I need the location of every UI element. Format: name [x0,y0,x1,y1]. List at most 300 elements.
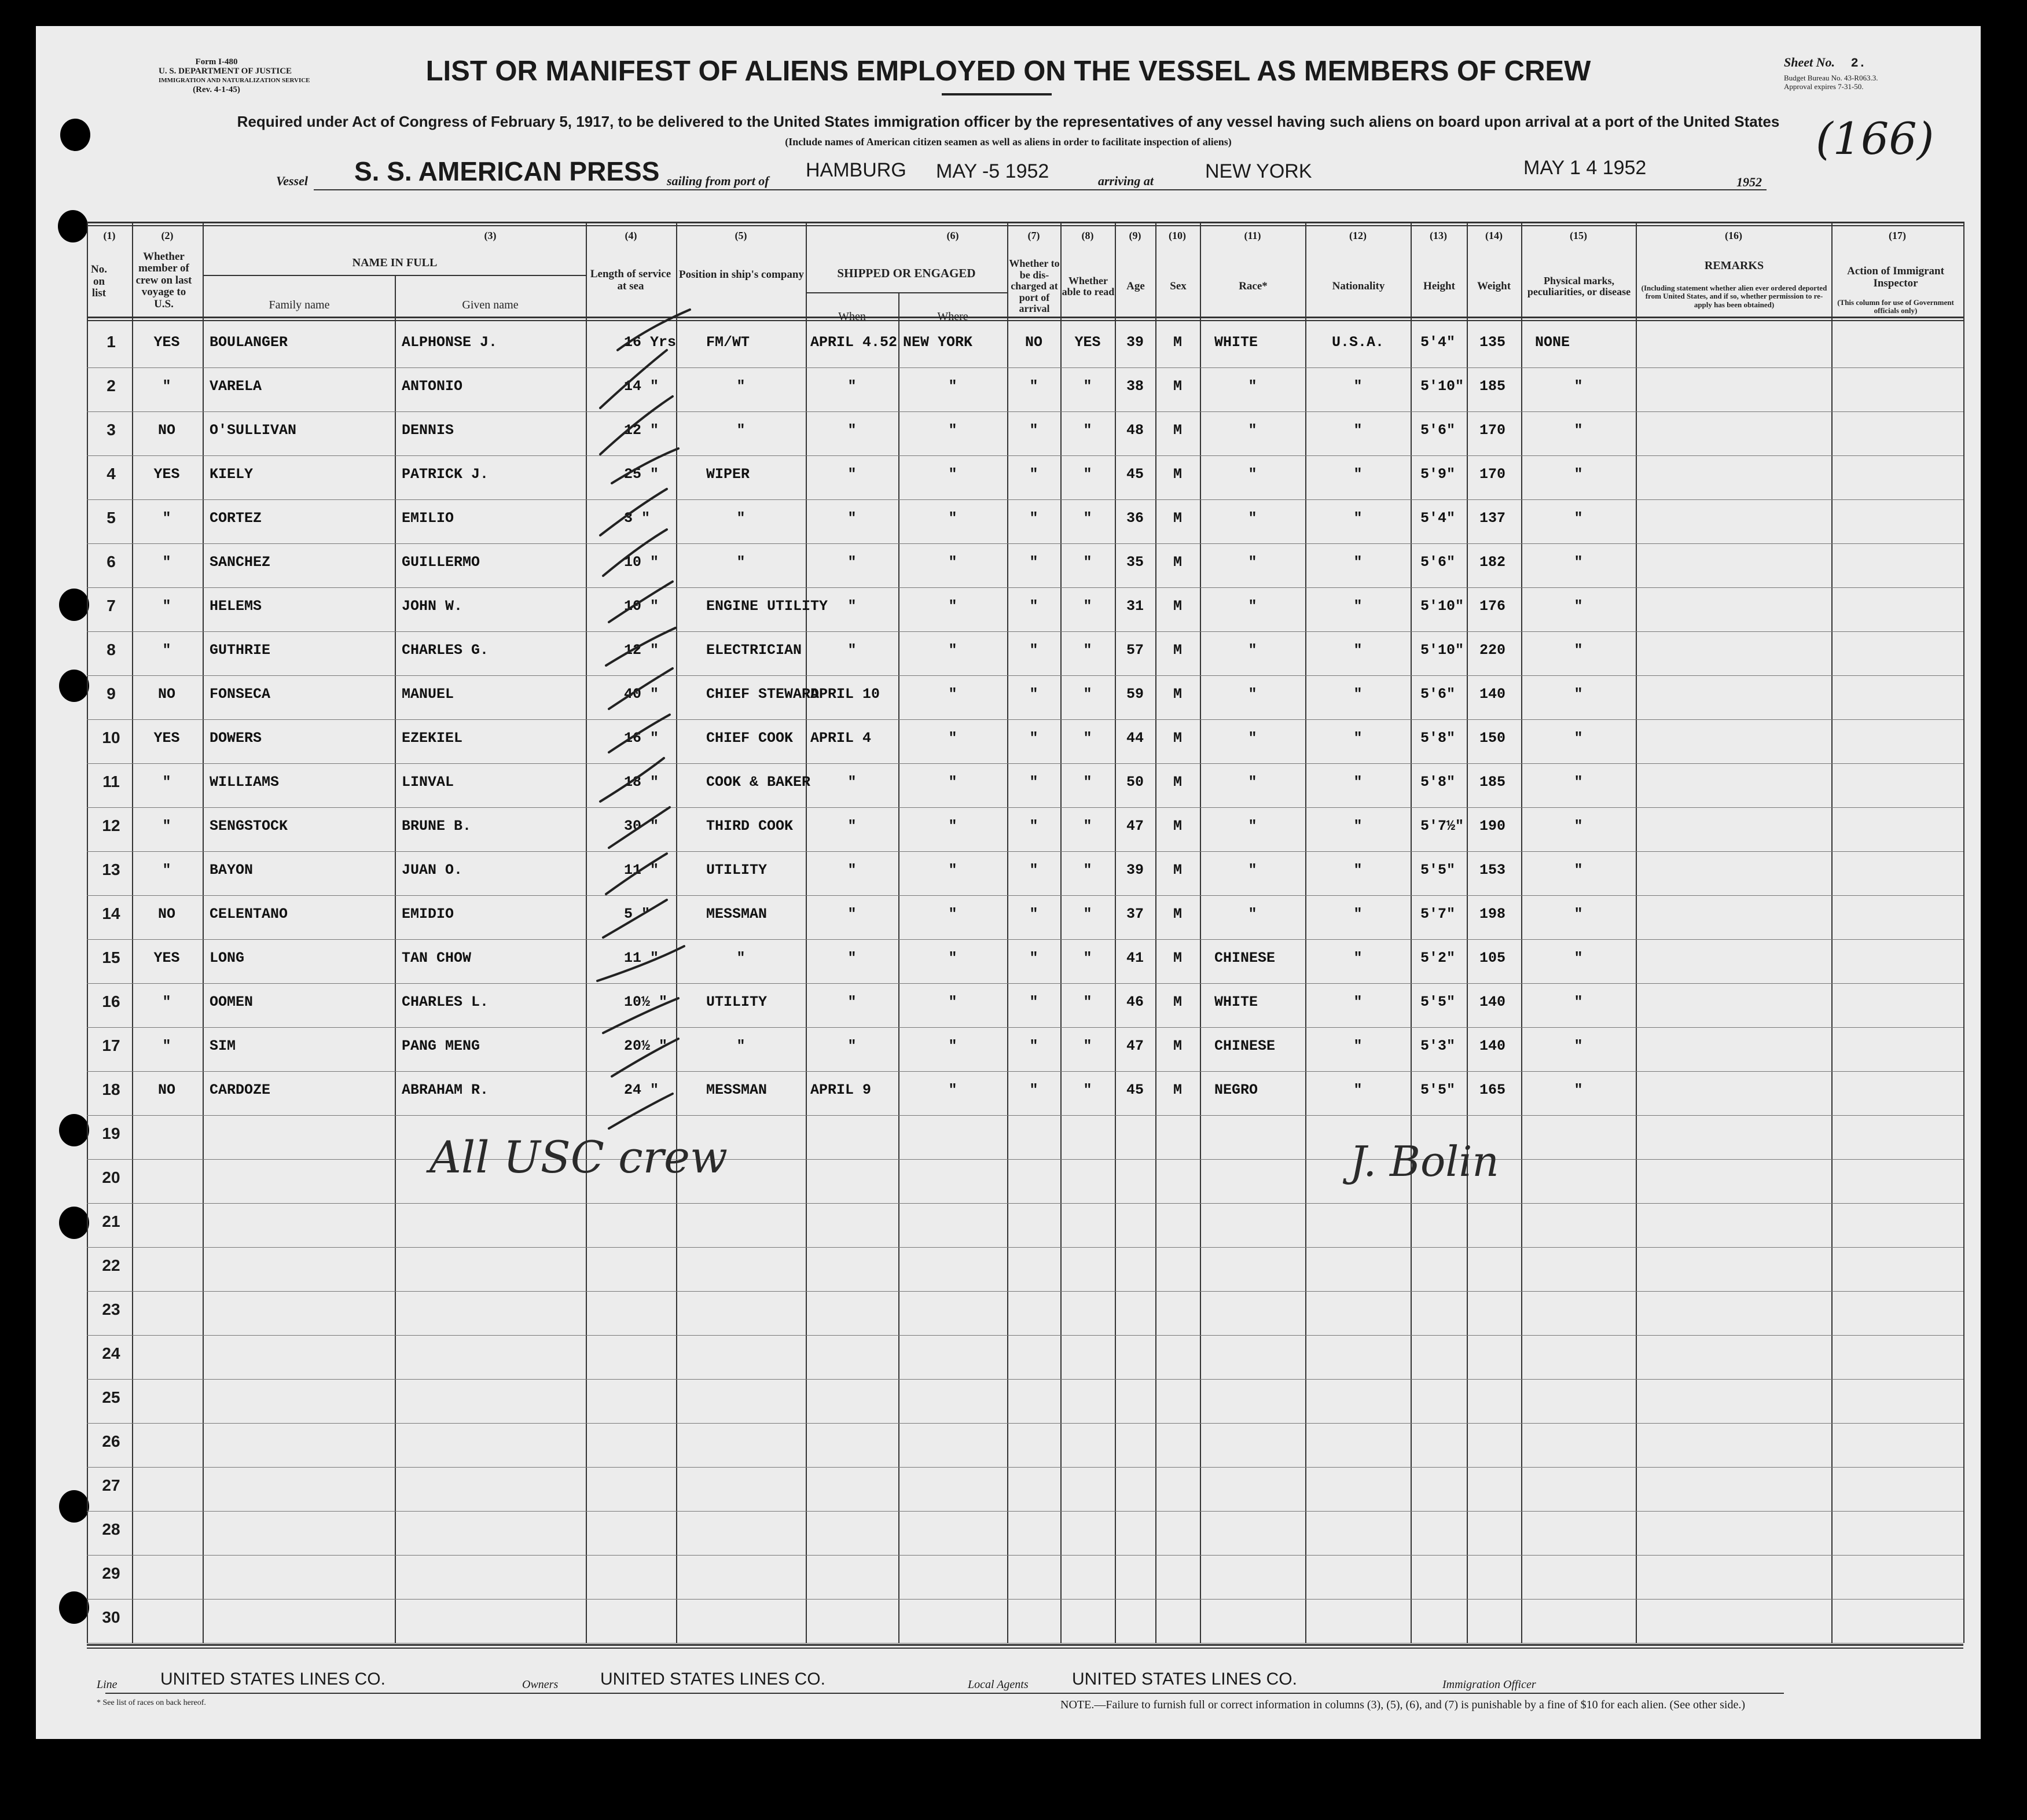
cell-sex: M [1173,862,1182,878]
cell-sex: M [1173,818,1182,834]
cell-disch: " [1029,906,1038,922]
footer-agents-value: UNITED STATES LINES CO. [1072,1670,1297,1689]
cell-family: O'SULLIVAN [210,422,297,439]
cell-weight: 165 [1479,1082,1506,1098]
column-number: (3) [484,230,497,241]
cell-length: 5 " [624,906,651,922]
cell-sex: M [1173,906,1182,922]
cell-weight: 135 [1479,334,1506,351]
cell-marks: " [1574,818,1583,834]
cell-member: " [162,774,171,790]
cell-weight: 140 [1479,1038,1506,1054]
cell-given: CHARLES L. [402,994,489,1010]
cell-read: " [1083,906,1092,922]
cell-height: 5'5" [1420,862,1456,878]
cell-where: " [948,686,957,703]
cell-when: APRIL 4.52 [810,334,898,351]
row-number: 10 [102,729,120,747]
cell-age: 59 [1126,686,1144,703]
cell-family: BAYON [210,862,254,878]
cell-family: SIM [210,1038,236,1054]
cell-disch: " [1029,862,1038,878]
cell-family: BOULANGER [210,334,288,351]
cell-marks: " [1574,686,1583,703]
row-number: 5 [107,509,116,527]
footer-owners-value: UNITED STATES LINES CO. [600,1670,825,1689]
cell-race: " [1248,818,1257,834]
cell-marks: " [1574,1038,1583,1054]
cell-age: 37 [1126,906,1144,922]
cell-weight: 190 [1479,818,1506,834]
cell-read: " [1083,598,1092,615]
cell-given: DENNIS [402,422,454,439]
cell-family: SENGSTOCK [210,818,288,834]
cell-where: " [948,774,957,790]
cell-where: NEW YORK [903,334,973,351]
row-number: 29 [102,1564,120,1582]
header-race: Race* [1239,280,1268,292]
cell-height: 5'6" [1420,554,1456,571]
column-number: (1) [103,230,116,241]
cell-race: " [1248,642,1257,659]
cell-member: YES [153,950,180,966]
cell-when: " [847,510,857,527]
cell-marks: " [1574,1082,1583,1098]
cell-sex: M [1173,1038,1182,1054]
cell-where: " [948,510,957,527]
cell-member: " [162,598,171,615]
cell-given: ABRAHAM R. [402,1082,489,1098]
cell-read: " [1083,378,1092,395]
cell-weight: 182 [1479,554,1506,571]
cell-read: " [1083,818,1092,834]
cell-disch: " [1029,994,1038,1010]
cell-nat: " [1353,686,1363,703]
cell-length: 11 " [624,862,659,878]
cell-when: " [847,422,857,439]
column-number: (8) [1081,230,1094,241]
cell-nat: " [1353,950,1363,966]
cell-position: THIRD COOK [706,818,794,834]
cell-race: " [1248,906,1257,922]
cell-where: " [948,1038,957,1054]
row-number: 22 [102,1256,120,1274]
cell-age: 39 [1126,334,1144,351]
cell-member: NO [157,1082,175,1098]
cell-sex: M [1173,642,1182,659]
stamp-number: (166) [1816,113,1934,164]
column-number: (13) [1430,230,1447,241]
cell-given: ALPHONSE J. [402,334,498,351]
cell-member: YES [153,730,180,747]
row-number: 1 [107,333,116,351]
footer-officer-label: Immigration Officer [1442,1678,1536,1691]
cell-length: 10 " [624,554,659,571]
cell-position: ENGINE UTILITY [706,598,828,615]
row-number: 3 [107,421,116,439]
cell-read: " [1083,554,1092,571]
cell-race: " [1248,730,1257,747]
cell-length: 12 " [624,422,659,439]
cell-length: 30 " [624,818,659,834]
cell-length: 16 Yrs [624,334,677,351]
cell-sex: M [1173,730,1182,747]
cell-age: 48 [1126,422,1144,439]
cell-nat: " [1353,466,1363,483]
header-action: Action of Immigrant Inspector [1847,265,1944,289]
cell-weight: 170 [1479,422,1506,439]
cell-nat: " [1353,422,1363,439]
header-discharged: Whether to be dis-charged at port of arrival [1009,258,1060,315]
cell-disch: " [1029,686,1038,703]
cell-given: BRUNE B. [402,818,472,834]
cell-race: WHITE [1214,994,1258,1010]
cell-disch: " [1029,950,1038,966]
cell-nat: " [1353,1082,1363,1098]
departure-port: HAMBURG [806,159,906,181]
vessel-label: Vessel [276,174,308,188]
revision: (Rev. 4-1-45) [193,85,240,94]
cell-family: WILLIAMS [210,774,280,790]
cell-given: CHARLES G. [402,642,489,659]
cell-disch: " [1029,378,1038,395]
cell-nat: U.S.A. [1331,334,1384,351]
header-physical-marks: Physical marks, peculiarities, or disease [1527,274,1631,297]
cell-when: " [847,994,857,1010]
cell-age: 41 [1126,950,1144,966]
penalty-note: NOTE.—Failure to furnish full or correct information in columns (3), (5), (6), and (7) is punishable by a fine of $10 for each alien. (See other side.) [1060,1698,1745,1711]
arriving-label: arriving at [1098,174,1154,188]
cell-nat: " [1353,510,1363,527]
cell-read: " [1083,510,1092,527]
page-title: LIST OR MANIFEST OF ALIENS EMPLOYED ON THE VESSEL AS MEMBERS OF CREW [425,56,1591,87]
column-number: (11) [1244,230,1261,241]
cell-read: " [1083,994,1092,1010]
cell-sex: M [1173,334,1182,351]
cell-race: " [1248,774,1257,790]
cell-where: " [948,994,957,1010]
cell-member: " [162,642,171,659]
approval-expiry: Approval expires 7-31-50. [1784,82,1864,91]
cell-age: 45 [1126,1082,1144,1098]
cell-nat: " [1353,818,1363,834]
column-number: (5) [735,230,747,241]
cell-race: " [1248,510,1257,527]
cell-marks: " [1574,510,1583,527]
cell-given: ANTONIO [402,378,463,395]
cell-height: 5'10" [1420,378,1464,395]
cell-length: 16 " [624,730,659,747]
cell-sex: M [1173,378,1182,395]
cell-race: CHINESE [1214,1038,1276,1054]
cell-sex: M [1173,1082,1182,1098]
cell-given: PANG MENG [402,1038,480,1054]
cell-weight: 140 [1479,686,1506,703]
cell-when: " [847,862,857,878]
cell-position: MESSMAN [706,906,768,922]
cell-given: JUAN O. [402,862,463,878]
header-whether-member: Whether member of crew on last voyage to U.S. [135,250,192,310]
footer-agents-label: Local Agents [968,1678,1029,1691]
row-number: 19 [102,1124,120,1142]
cell-where: " [948,818,957,834]
cell-nat: " [1353,994,1363,1010]
cell-nat: " [1353,906,1363,922]
cell-where: " [948,554,957,571]
cell-family: CARDOZE [210,1082,271,1098]
cell-length: 11 " [624,950,659,966]
header-length-of-service: Length of service at sea [590,268,671,292]
row-number: 20 [102,1168,120,1186]
cell-disch: " [1029,466,1038,483]
cell-marks: " [1574,862,1583,878]
cell-length: 14 " [624,378,659,395]
cell-given: PATRICK J. [402,466,489,483]
cell-read: " [1083,686,1092,703]
sheet-label: Sheet No. [1784,55,1835,69]
cell-disch: " [1029,554,1038,571]
cell-race: NEGRO [1214,1082,1258,1098]
cell-marks: " [1574,466,1583,483]
cell-age: 47 [1126,1038,1144,1054]
cell-family: HELEMS [210,598,262,615]
header-weight: Weight [1477,280,1511,292]
row-number: 14 [102,905,120,922]
cell-read: " [1083,730,1092,747]
cell-length: 10½ " [624,994,668,1010]
cell-race: " [1248,862,1257,878]
column-number: (6) [946,230,959,241]
cell-disch: " [1029,730,1038,747]
cell-position: MESSMAN [706,1082,768,1098]
arrival-date: MAY 1 4 1952 [1523,157,1647,179]
header-action-note: (This column for use of Government officials only) [1837,297,1954,315]
column-number: (14) [1485,230,1503,241]
cell-age: 31 [1126,598,1144,615]
sailing-label: sailing from port of [667,174,769,188]
cell-sex: M [1173,598,1182,615]
cell-given: GUILLERMO [402,554,480,571]
cell-family: OOMEN [210,994,254,1010]
row-number: 21 [102,1212,120,1230]
cell-weight: 150 [1479,730,1506,747]
cell-where: " [948,906,957,922]
cell-marks: " [1574,730,1583,747]
column-number: (17) [1889,230,1906,241]
vessel-name: S. S. AMERICAN PRESS [354,156,660,186]
cell-position: ELECTRICIAN [706,642,802,659]
cell-when: " [847,642,857,659]
cell-height: 5'5" [1420,1082,1456,1098]
cell-member: " [162,994,171,1010]
cell-member: NO [157,686,175,703]
footer-line-label: Line [97,1678,117,1691]
header-name-in-full: NAME IN FULL [352,256,438,270]
cell-member: NO [157,906,175,922]
cell-member: YES [153,334,180,351]
cell-disch: NO [1024,334,1042,351]
row-number: 16 [102,992,120,1010]
cell-marks: " [1574,642,1583,659]
cell-where: " [948,862,957,878]
cell-race: " [1248,554,1257,571]
cell-sex: M [1173,422,1182,439]
column-number: (7) [1027,230,1040,241]
cell-age: 36 [1126,510,1144,527]
cell-when: " [847,906,857,922]
manifest-sheet [36,26,1981,1739]
cell-age: 38 [1126,378,1144,395]
row-number: 28 [102,1520,120,1538]
cell-position: UTILITY [706,994,768,1010]
cell-disch: " [1029,642,1038,659]
cell-height: 5'4" [1420,334,1456,351]
service: IMMIGRATION AND NATURALIZATION SERVICE [159,77,310,84]
cell-nat: " [1353,774,1363,790]
sailing-date: MAY -5 1952 [936,160,1049,182]
cell-height: 5'2" [1420,950,1456,966]
cell-marks: " [1574,906,1583,922]
cell-disch: " [1029,818,1038,834]
cell-weight: 170 [1479,466,1506,483]
budget-number: Budget Bureau No. 43-R063.3. [1784,73,1878,82]
cell-age: 45 [1126,466,1144,483]
cell-when: APRIL 10 [810,686,880,703]
cell-sex: M [1173,950,1182,966]
row-number: 9 [107,685,116,703]
cell-marks: " [1574,994,1583,1010]
cell-when: " [847,466,857,483]
cell-length: 3 " [624,510,651,527]
cell-length: 24 " [624,1082,659,1098]
row-number: 6 [107,553,116,571]
row-number: 8 [107,641,116,659]
cell-marks: " [1574,554,1583,571]
cell-member: NO [157,422,175,439]
cell-height: 5'10" [1420,642,1464,659]
cell-position: " [736,510,746,527]
row-number: 15 [102,948,120,966]
row-number: 27 [102,1476,120,1494]
cell-disch: " [1029,1038,1038,1054]
header-height: Height [1423,280,1455,292]
cell-when: " [847,598,857,615]
cell-where: " [948,422,957,439]
cell-height: 5'9" [1420,466,1456,483]
cell-weight: 153 [1479,862,1506,878]
cell-disch: " [1029,1082,1038,1098]
cell-given: JOHN W. [402,598,463,615]
cell-weight: 185 [1479,378,1506,395]
cell-family: VARELA [210,378,262,395]
cell-weight: 176 [1479,598,1506,615]
cell-marks: " [1574,774,1583,790]
cell-family: FONSECA [210,686,271,703]
cell-length: 12 " [624,642,659,659]
cell-when: " [847,1038,857,1054]
row-number: 7 [107,597,116,615]
cell-member: " [162,862,171,878]
cell-height: 5'5" [1420,994,1456,1010]
cell-given: EMILIO [402,510,454,527]
cell-height: 5'8" [1420,774,1456,790]
cell-when: " [847,774,857,790]
cell-when: APRIL 9 [810,1082,872,1098]
required-statement: Required under Act of Congress of February 5, 1917, to be delivered to the United States immigration officer by the representatives of any vessel having such aliens on board upon arrival at a port of the United States [237,113,1780,130]
row-number: 13 [102,861,120,878]
cell-read: " [1083,466,1092,483]
cell-read: " [1083,950,1092,966]
header-able-to-read: Whether able to read [1062,274,1115,297]
department: U. S. DEPARTMENT OF JUSTICE [159,67,292,76]
cell-height: 5'8" [1420,730,1456,747]
cell-position: CHIEF COOK [706,730,794,747]
row-number: 4 [107,465,116,483]
handwritten-note: All USC crew [429,1131,728,1183]
cell-where: " [948,730,957,747]
cell-read: " [1083,774,1092,790]
cell-race: " [1248,378,1257,395]
row-number: 24 [102,1344,120,1362]
header-sex: Sex [1170,280,1187,292]
cell-race: " [1248,598,1257,615]
header-given-name: Given name [462,298,519,311]
cell-height: 5'4" [1420,510,1456,527]
cell-nat: " [1353,642,1363,659]
column-number: (16) [1725,230,1742,241]
cell-position: " [736,950,746,966]
header-position: Position in ship's company [679,268,804,281]
cell-member: " [162,510,171,527]
cell-disch: " [1029,422,1038,439]
cell-height: 5'7" [1420,906,1456,922]
cell-marks: NONE [1535,334,1570,351]
cell-read: " [1083,1082,1092,1098]
cell-where: " [948,378,957,395]
row-number: 30 [102,1608,120,1626]
cell-age: 47 [1126,818,1144,834]
cell-length: 10 " [624,598,659,615]
cell-when: " [847,378,857,395]
year-suffix: 1952 [1736,175,1762,189]
cell-sex: M [1173,774,1182,790]
column-number: (4) [625,230,637,241]
cell-age: 57 [1126,642,1144,659]
cell-position: " [736,554,746,571]
length-column-check-marks [36,26,1981,1739]
cell-given: EMIDIO [402,906,454,922]
cell-age: 35 [1126,554,1144,571]
cell-age: 39 [1126,862,1144,878]
cell-family: LONG [210,950,245,966]
cell-disch: " [1029,774,1038,790]
cell-age: 44 [1126,730,1144,747]
cell-where: " [948,466,957,483]
cell-sex: M [1173,466,1182,483]
cell-position: " [736,422,746,439]
cell-race: " [1248,466,1257,483]
form-number: Form I-480 [195,57,238,67]
include-statement: (Include names of American citizen seamen as well as aliens in order to facilitate inspection of aliens) [785,136,1232,148]
footer-rule [105,1693,1784,1694]
cell-read: " [1083,422,1092,439]
cell-height: 5'7½" [1420,818,1464,834]
cell-when: " [847,950,857,966]
row-number: 23 [102,1300,120,1318]
cell-position: " [736,378,746,395]
cell-marks: " [1574,422,1583,439]
cell-when: APRIL 4 [810,730,872,747]
